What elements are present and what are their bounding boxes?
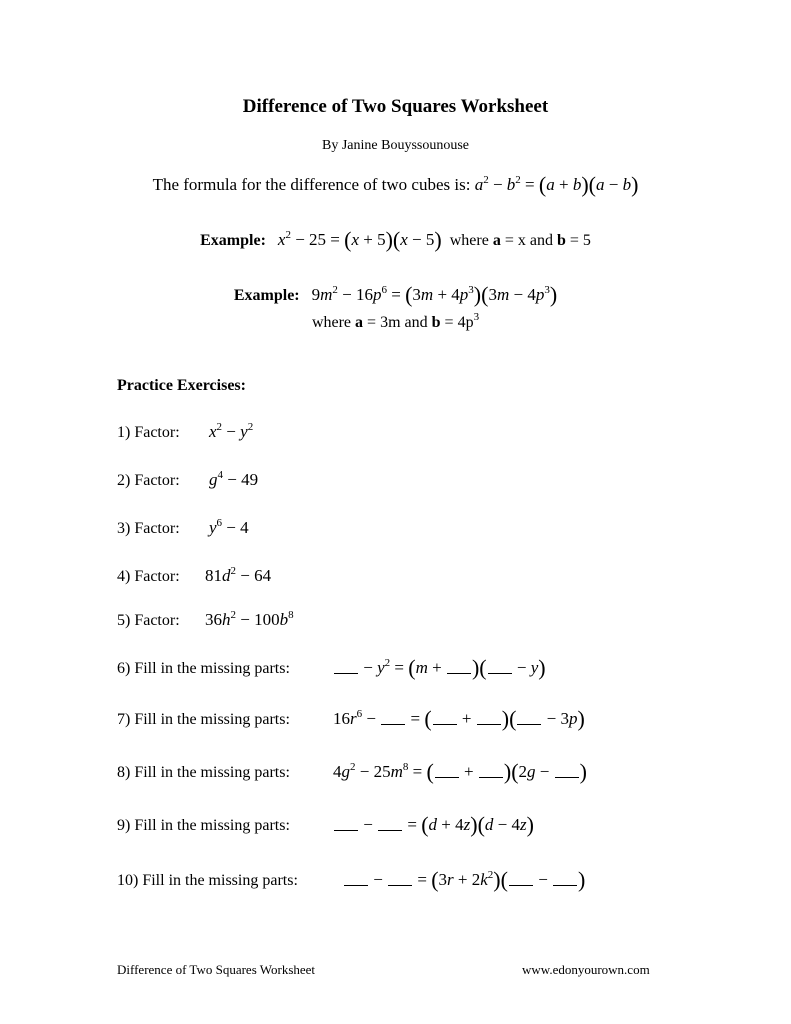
exercise-expression: $36h^2 - 100b^8$: [205, 609, 294, 629]
footer-title: Difference of Two Squares Worksheet: [117, 962, 316, 977]
exercise-label: 7) Fill in the missing parts:: [117, 711, 290, 728]
exercise-4: [117, 566, 271, 586]
exercise-expression: $4g^2 - 25m^8$ = ( + )(2g − ): [333, 759, 587, 784]
example-2-b-label: b: [431, 314, 441, 331]
page-title: Difference of Two Squares Worksheet: [242, 96, 549, 117]
exercise-8: [117, 759, 587, 785]
example-1-expression: $x^2 - 25 = (x + 5)(x - 5)$: [277, 227, 442, 252]
exercise-1: [117, 422, 253, 442]
example-2-expression: $9m^2 - 16p^6 = (3m + 4p^3)(3m - 4p^3)$: [311, 282, 558, 307]
exercise-label: 2) Factor:: [117, 472, 180, 489]
example-2-a-label: a: [355, 314, 364, 331]
exercise-label: 10) Fill in the missing parts:: [117, 872, 298, 889]
exercise-label: 9) Fill in the missing parts:: [117, 817, 290, 834]
example-1-label: Example: [200, 232, 261, 249]
exercise-label: 6) Fill in the missing parts:: [117, 660, 290, 677]
exercise-10: [117, 867, 585, 893]
example-1-a-label: a: [492, 232, 501, 249]
example-2-a-value: 3m: [380, 314, 401, 331]
exercise-6: [117, 655, 546, 681]
example-1: Example: $x^2 - 25 = (x + 5)(x - 5)$ where a = x and b = 5: [200, 227, 591, 252]
exercise-expression: $81d^2 - 64$: [205, 565, 272, 585]
exercise-7: [117, 706, 585, 732]
exercise-label: 3) Factor:: [117, 520, 180, 537]
formula-expression: $a^2 - b^2 = (a + b)(a - b)$: [474, 172, 639, 197]
author-line: By Janine Bouyssounouse: [322, 138, 469, 153]
example-2-where: where: [311, 314, 352, 331]
formula-text: The formula for the difference of two cubes is:: [152, 175, 471, 194]
exercise-expression: $y^6 - 4$: [209, 517, 249, 537]
exercise-expression: − = $(3r + 2k^2)$( − ): [343, 870, 585, 889]
exercise-label: 5) Factor:: [117, 612, 180, 629]
formula-line: [0, 172, 791, 198]
example-1-a-value: x: [517, 232, 526, 249]
example-2: Example: $9m^2 - 16p^6 = (3m + 4p^3)(3m - 4p^3)$: [233, 282, 558, 307]
exercise-label: 8) Fill in the missing parts:: [117, 764, 290, 781]
exercise-label: 1) Factor:: [117, 424, 180, 441]
example-1-b-value: 5: [582, 232, 591, 249]
example-2-where-line: where a = 3m and $b = 4p^3$: [311, 311, 480, 331]
exercise-expression: − $y^2 = (m$ + )( − y): [333, 658, 546, 677]
example-2-b-value: 4p: [457, 314, 474, 331]
exercise-5: [117, 610, 294, 630]
footer-url: www.edonyourown.com: [522, 962, 650, 977]
example-2-label: Example: [233, 287, 295, 304]
exercise-expression: $x^2 - y^2$: [209, 421, 254, 441]
exercise-label: 4) Factor:: [117, 568, 180, 585]
exercise-2: [117, 470, 258, 490]
exercise-3: [117, 518, 249, 538]
example-1-b-label: b: [556, 232, 566, 249]
exercise-expression: − = (d + 4z)(d − 4z): [333, 815, 534, 834]
example-1-and: and: [529, 232, 553, 249]
exercise-expression: $16r^6$ − = ( + )( − 3p): [333, 706, 585, 731]
exercise-9: [117, 812, 534, 838]
example-1-where: where: [449, 232, 489, 249]
example-2-and: and: [404, 314, 428, 331]
exercise-expression: $g^4 - 49$: [209, 469, 259, 489]
practice-heading: Practice Exercises:: [117, 377, 246, 394]
